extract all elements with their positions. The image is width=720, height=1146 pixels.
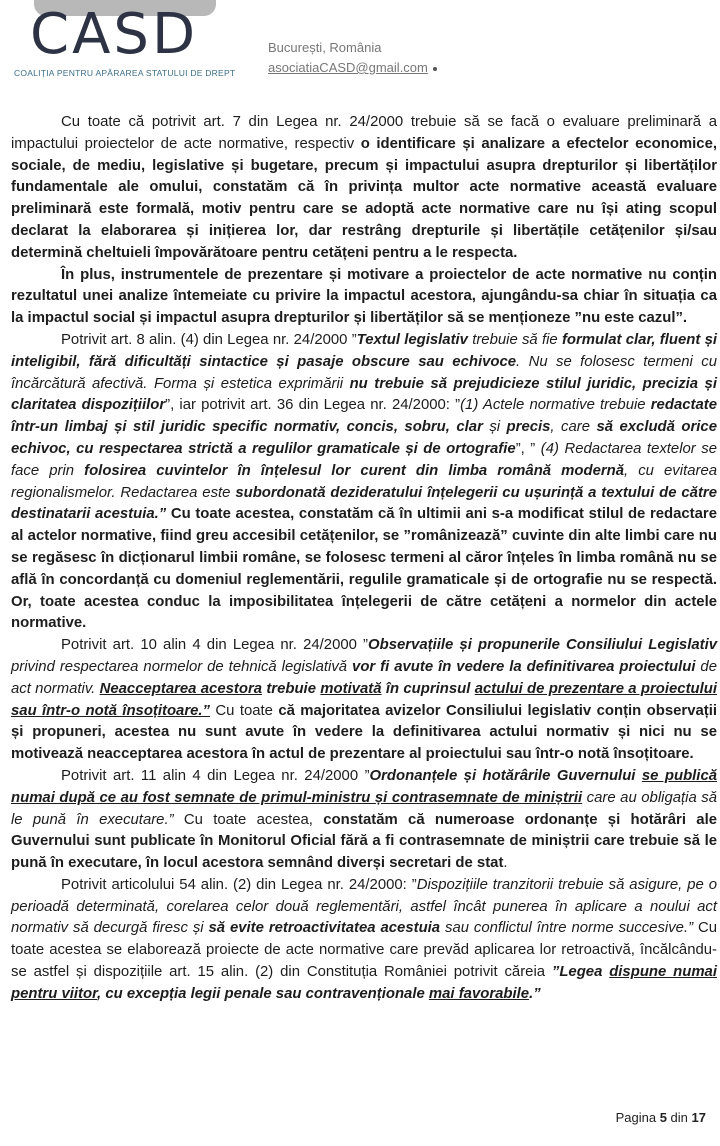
email-line	[268, 58, 437, 78]
text-run: Neacceptarea acestora	[99, 680, 263, 697]
text-run: dispune numai pentru viitor	[11, 964, 717, 1002]
text-run: se publică numai după ce au fost semnate de primul-ministru și contrasemnate de miniștrii	[11, 767, 718, 806]
text-run: Cu toate acestea, constatăm că în ultimii ani s-a modificat stilul de redactare al actelor normative, fiind greu accesibil cetățenilor, se ”românizează” cuvinte din alte limbi care nu se regăsesc în dicționarul limbii române, se folosesc termeni al căror înțeles în limba română nu se află în concordanță cu domeniul reglementării, regulile gramaticale și de ortografie nu se respectă. Or, toate acestea conduc la imposibilitatea înțelegerii de către cetățeni a normelor din actele normative.	[11, 506, 717, 632]
text-run: constatăm că numeroase ordonanțe și hotărâri ale Guvernului sunt publicate în Monitorul Oficial fără a fi contrasemnate de miniștrii care trebuie să le pună în executare, în locul acestora semnând diverși secretari de stat	[11, 811, 717, 872]
bullet-dot	[433, 67, 437, 71]
text-run: ”, iar potrivit art. 36 din Legea nr. 24/2000: ”	[165, 397, 461, 414]
page-total: 17	[691, 1110, 706, 1125]
text-run: Cu toate acestea,	[173, 811, 324, 828]
text-run: ”, ”	[515, 440, 541, 457]
logo: CASD	[30, 2, 199, 67]
text-run: vor fi avute în vedere la definitivarea proiectului	[352, 658, 696, 675]
text-run: redactate într-un limbaj și stil juridic specific normativ, concis, sobru, clar	[11, 397, 717, 436]
location-text: București, România	[268, 40, 382, 55]
of-label: din	[670, 1110, 688, 1125]
text-run: de act normativ.	[11, 658, 717, 697]
text-run: ”Legea	[551, 964, 610, 981]
text-run: Potrivit art. 10 alin 4 din Legea nr. 24/2000 ”	[61, 637, 369, 654]
text-run: și	[482, 419, 507, 436]
text-run: să evite retroactivitatea acestuia	[208, 920, 441, 937]
paragraph	[11, 635, 717, 766]
text-run: Potrivit articolului 54 alin. (2) din Legea nr. 24/2000: ”	[61, 876, 417, 893]
text-run: Cu toate	[210, 702, 279, 719]
text-run: În plus, instrumentele de prezentare și motivare a proiectelor de acte normative nu conțin rezultatul unei analize întemeiate cu privire la impactul acestora, ajungându-sa chiar în situația ca la impactul social și impactul asupra drepturilor și libertăților să se menționeze ”nu este cazul”.	[11, 266, 717, 327]
text-run: Cu toate acestea se elaborează proiecte de acte normative care prevăd aplicarea lor retroactivă, încălcându-se astfel și dispozițiile art. 15 alin. (2) din Constituția României potrivit căreia	[11, 920, 717, 981]
email-link[interactable]: asociatiaCASD@gmail.com	[268, 60, 428, 75]
page-number: 5	[659, 1110, 667, 1125]
text-run: Potrivit art. 8 alin. (4) din Legea nr. 24/2000 ”	[61, 331, 357, 348]
contact-block	[268, 38, 437, 78]
text-run: Potrivit art. 11 alin 4 din Legea nr. 24/2000 ”	[61, 767, 370, 784]
logo-subtitle: COALIȚIA PENTRU APĂRAREA STATULUI DE DREPT	[14, 68, 236, 78]
text-run: Ordonanțele și hotărârile Guvernului	[369, 767, 642, 784]
text-run: să excludă orice echivoc, cu respectarea strictă a regulilor gramaticale și de ortografie	[11, 419, 717, 457]
text-run: actului de prezentare a proiectului sau într-o notă însoțitoare.”	[11, 680, 718, 719]
text-run: formulat clar, fluent și inteligibil, fără dificultăți sintactice și pasaje obscure sau echivoce	[11, 331, 717, 370]
text-run: .”	[529, 985, 541, 1002]
text-run: .	[503, 855, 508, 872]
text-run: nu trebuie să prejudicieze stilul juridic, precizia și claritatea dispozițiilor	[11, 375, 717, 414]
text-run: , care	[550, 419, 597, 436]
text-run: Cu toate că potrivit art. 7 din Legea nr. 24/2000 trebuie să se facă o evaluare preliminară a impactului proiectelor de acte normative, respectiv	[11, 114, 717, 152]
paragraph	[11, 330, 717, 635]
text-run: (4) Redactarea textelor se face prin	[11, 440, 717, 479]
text-run: că majoritatea avizelor Consiliului legislativ conțin observații și propuneri, acestea nu sunt avute în vedere la definitivarea actului normativ și nici nu se motivează neacceptarea acestora în actul de prezentare al proiectului sau într-o notă însoțitoare.	[11, 702, 717, 763]
page-footer	[616, 1110, 706, 1125]
text-run: privind respectarea normelor de tehnică legislativă	[11, 658, 353, 675]
text-run: . Nu se folosesc termeni cu încărcătură afectivă. Forma și estetica exprimării	[11, 353, 717, 392]
text-run: (1) Actele normative trebuie	[460, 397, 651, 414]
page-label: Pagina	[615, 1110, 657, 1125]
text-run: mai favorabile	[428, 985, 530, 1002]
paragraph	[11, 112, 717, 265]
text-run: în cuprinsul	[381, 680, 475, 697]
paragraph	[11, 265, 717, 330]
letterhead	[0, 0, 720, 90]
text-run: care au obligația să le pună în executare.”	[11, 789, 717, 828]
text-run: trebuie să fie	[467, 331, 562, 348]
text-run: folosirea cuvintelor în înțelesul lor curent din limba română modernă	[84, 462, 625, 479]
text-run: , cu evitarea regionalismelor. Redactarea este	[11, 462, 718, 501]
text-run: Dispozițiile tranzitorii trebuie să asigure, pe o perioadă determinată, corelarea celor două reglementări, astfel încât punerea în aplicare a noului act normativ să decurgă firesc și	[11, 876, 717, 937]
paragraph	[11, 875, 717, 1006]
text-run: trebuie	[262, 680, 321, 697]
text-run: motivată	[320, 680, 382, 697]
text-run: , cu excepția legii penale sau contravenționale	[97, 985, 429, 1002]
text-run: subordonată dezideratului înțelegerii cu ușurință a textului de către destinatarii acestuia.”	[11, 484, 717, 523]
text-run: precis	[506, 419, 551, 436]
text-run: sau conflictul între norme succesive.”	[440, 920, 694, 937]
text-run: Observațiile și propunerile Consiliului Legislativ	[368, 637, 717, 654]
document-body	[11, 112, 717, 1006]
paragraph	[11, 766, 717, 875]
text-run: o identificare și analizare a efectelor economice, sociale, de mediu, legislative și bugetare, precum și impactului asupra drepturilor și libertăților fundamentale ale omului, constatăm că în privința multor acte normative această evaluare preliminară este formală, motiv pentru care se adoptă acte normative care nu își ating scopul declarat la elaborarea și inițierea lor, dar restrâng drepturile și libertățile cetățenilor și/sau determină cheltuieli împovărătoare pentru cetățeni pentru a le respecta.	[11, 135, 717, 261]
text-run: Textul legislativ	[356, 331, 468, 348]
